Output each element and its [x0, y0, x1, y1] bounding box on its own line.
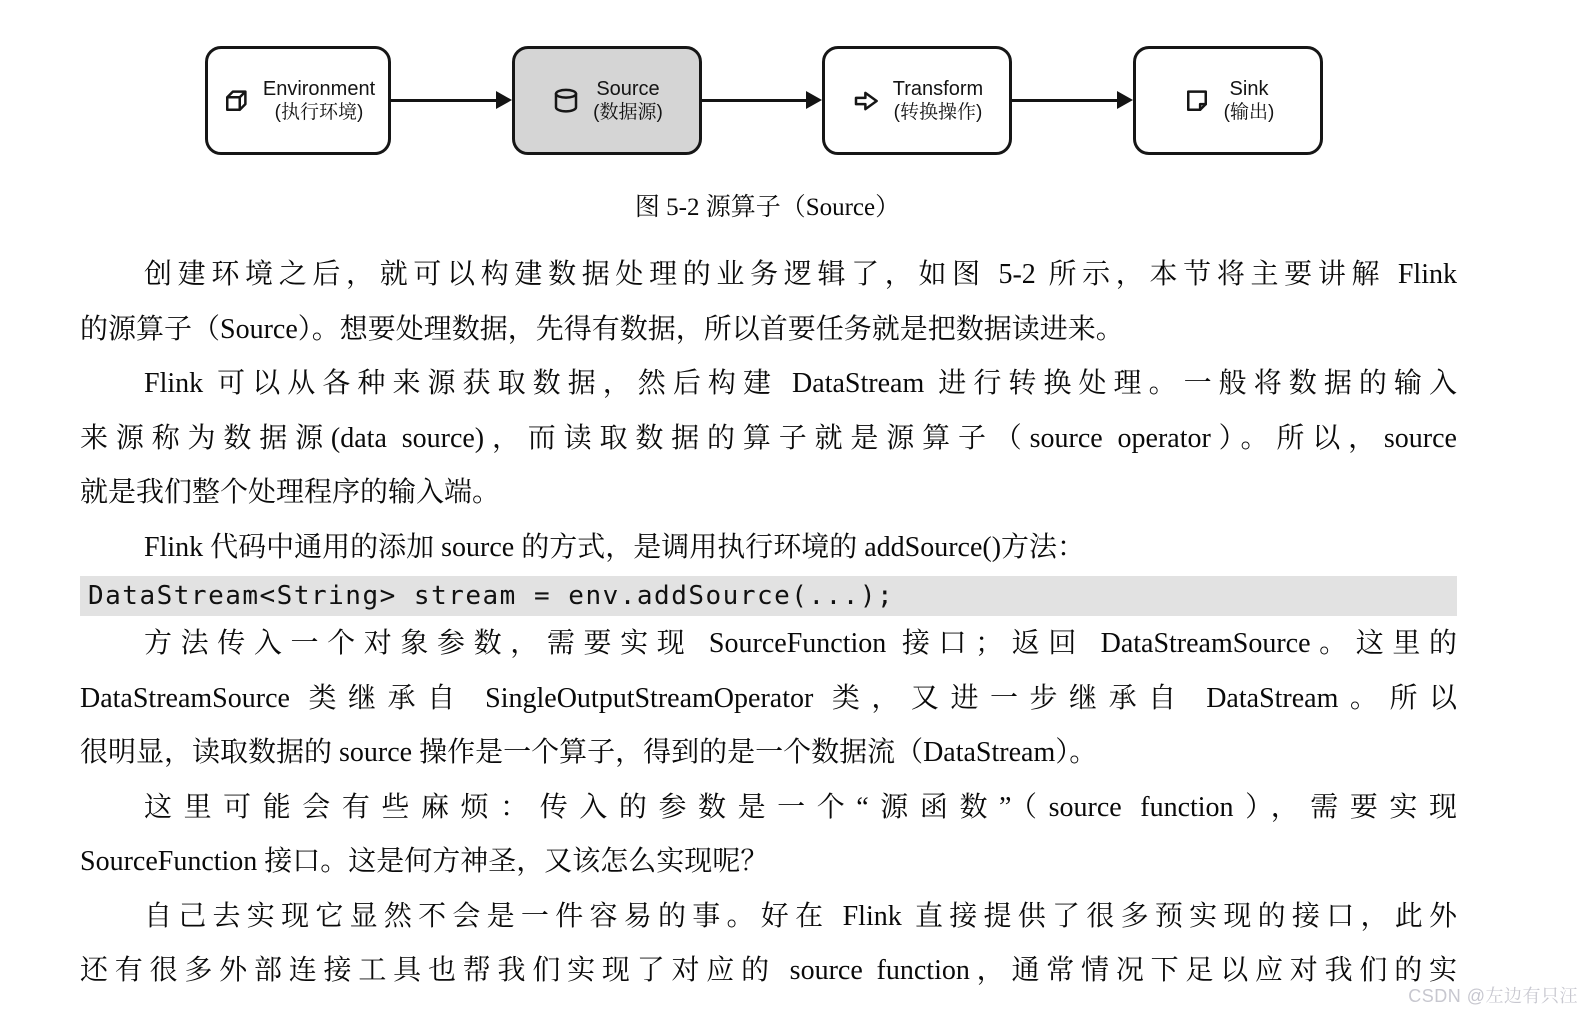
text-line: Flink 代码中通用的添加 source 的方式，是调用执行环境的 addSource()方法： [144, 531, 1086, 563]
code-block: DataStream<String> stream = env.addSource(...); [80, 576, 1457, 616]
text-line: DataStreamSource 类继承自 SingleOutputStreamOperator 类，又进一步继承自 DataStream。所以 [80, 682, 1457, 714]
node-text [263, 77, 375, 125]
figure-diagram [0, 0, 1583, 170]
flow-arrow [702, 99, 807, 102]
flow-arrow [1012, 99, 1118, 102]
text-line: Flink 可以从各种来源获取数据，然后构建 DataStream 进行转换处理。一般将数据的输入 [144, 368, 1457, 399]
text-line: 的源算子（Source）。想要处理数据，先得有数据，所以首要任务就是把数据读进来。 [80, 313, 1124, 345]
text-line: 这里可能会有些麻烦：传入的参数是一个“源函数”（source function），需要实现 [144, 791, 1457, 823]
text-line: 还有很多外部连接工具也帮我们实现了对应的 source function，通常情况下足以应对我们的实 [80, 955, 1457, 986]
diagram-node-transform [822, 46, 1012, 155]
node-label: Source [596, 77, 660, 100]
text-line: 来源称为数据源(data source)，而读取数据的算子就是源算子（source operator）。所以，source [80, 422, 1457, 454]
cube-icon [221, 84, 251, 118]
body-text [80, 248, 1457, 999]
node-sublabel: (转换操作) [893, 101, 983, 123]
node-text [893, 77, 983, 125]
node-label: Environment [262, 77, 376, 100]
node-label: Transform [892, 77, 984, 100]
text-line: 很明显，读取数据的 source 操作是一个算子，得到的是一个数据流（DataStream）。 [80, 737, 1098, 768]
node-text [593, 77, 663, 125]
node-text [1224, 77, 1275, 125]
diagram-node-environment [205, 46, 391, 155]
text-line: 创建环境之后，就可以构建数据处理的业务逻辑了，如图 5-2 所示，本节将主要讲解 Flink [144, 259, 1457, 290]
node-sublabel: (执行环境) [274, 101, 364, 123]
watermark: CSDN @左边有只汪 [1408, 986, 1578, 1006]
flow-arrow [391, 99, 497, 102]
node-label: Sink [1229, 77, 1269, 100]
text-line: 自己去实现它显然不会是一件容易的事。好在 Flink 直接提供了很多预实现的接口，此外 [144, 900, 1457, 932]
database-icon [551, 84, 581, 118]
note-icon [1182, 84, 1212, 118]
node-sublabel: (数据源) [593, 101, 663, 123]
text-line: SourceFunction 接口。这是何方神圣，又该怎么实现呢？ [80, 846, 769, 877]
text-line: 方法传入一个对象参数，需要实现 SourceFunction 接口；返回 DataStreamSource。这里的 [144, 628, 1457, 659]
text-line: 就是我们整个处理程序的输入端。 [80, 477, 501, 508]
node-sublabel: (输出) [1223, 101, 1275, 123]
figure-caption: 图 5-2 源算子（Source） [634, 194, 901, 221]
diagram-node-source [512, 46, 702, 155]
block-arrow-icon [851, 84, 881, 118]
diagram-node-sink [1133, 46, 1323, 155]
